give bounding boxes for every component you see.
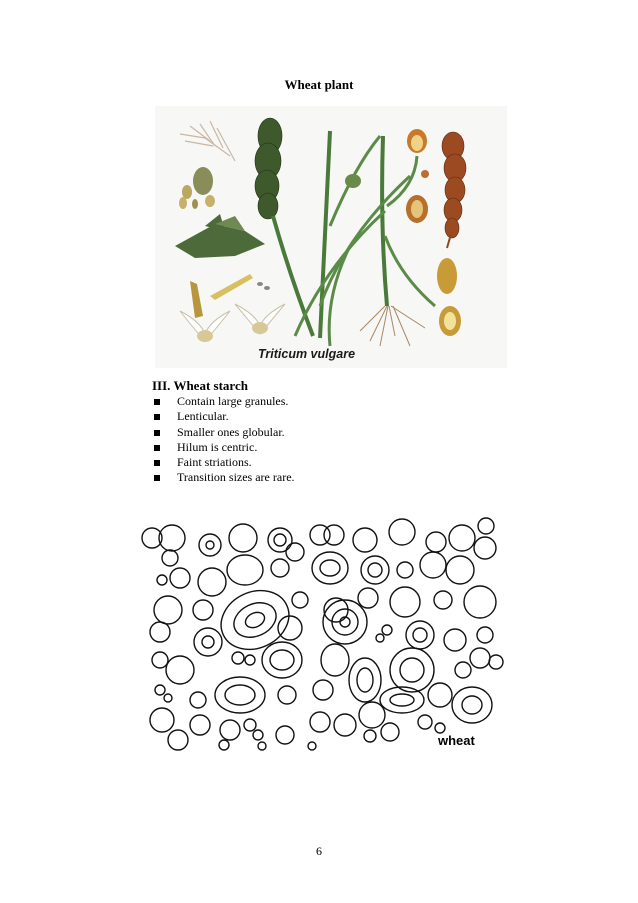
square-bullet-icon bbox=[154, 460, 160, 466]
square-bullet-icon bbox=[154, 414, 160, 420]
starch-label: wheat bbox=[438, 733, 475, 748]
plant-caption: Triticum vulgare bbox=[258, 347, 356, 361]
section-heading: III. Wheat starch bbox=[152, 378, 248, 393]
square-bullet-icon bbox=[154, 445, 160, 451]
list-item: Hilum is centric. bbox=[152, 440, 295, 455]
wheat-plant-illustration bbox=[155, 106, 507, 368]
square-bullet-icon bbox=[154, 475, 160, 481]
page-number: 6 bbox=[316, 844, 322, 858]
bullet-list bbox=[152, 394, 295, 486]
list-item: Smaller ones globular. bbox=[152, 425, 295, 440]
square-bullet-icon bbox=[154, 399, 160, 405]
square-bullet-icon bbox=[154, 430, 160, 436]
list-item: Contain large granules. bbox=[152, 394, 295, 409]
page-title: Wheat plant bbox=[284, 77, 354, 92]
list-item: Faint striations. bbox=[152, 455, 295, 470]
list-item: Transition sizes are rare. bbox=[152, 470, 295, 485]
list-item: Lenticular. bbox=[152, 409, 295, 424]
starch-granules-illustration bbox=[140, 510, 515, 755]
